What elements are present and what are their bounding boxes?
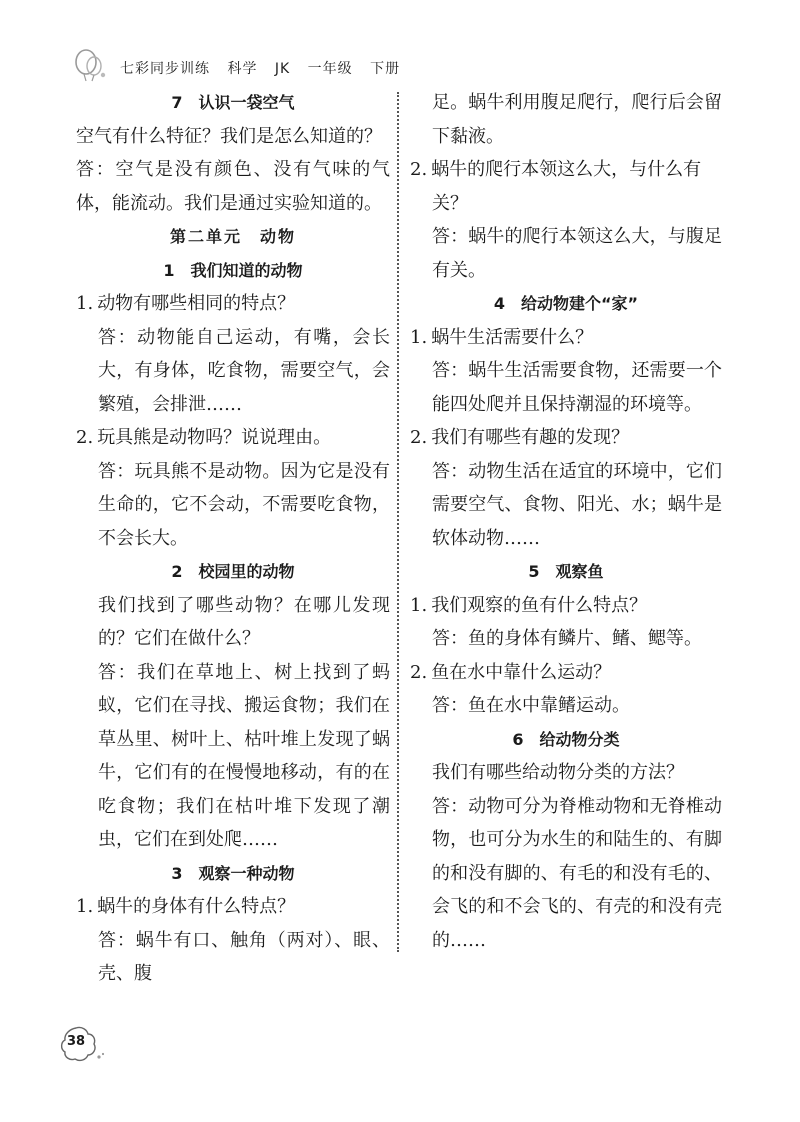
unit-title: 第二单元 动物	[169, 227, 296, 246]
section-title-3: 3 观察一种动物	[171, 863, 295, 883]
question-number: 1.	[410, 326, 428, 348]
question-text: 蜗牛的身体有什么特点？	[97, 896, 296, 917]
answer-start: 答：蜗牛有口、触角（两对）、眼、壳、腹	[98, 929, 390, 984]
question-text: 动物有哪些相同的特点？	[97, 293, 296, 314]
question-text: 我们观察的鱼有什么特点？	[431, 594, 648, 616]
section-title-6: 6 给动物分类	[512, 729, 620, 749]
section-title-2: 2 校园里的动物	[171, 562, 295, 581]
answer: 答：空气是没有颜色、没有气味的气体，能流动。我们是通过实验知道的。	[76, 159, 390, 214]
question-text: 我们有哪些有趣的发现？	[431, 427, 630, 448]
section-title-5: 5 观察鱼	[528, 562, 604, 581]
answer: 答：蜗牛生活需要食物，还需要一个能四处爬并且保持潮湿的环境等。	[432, 360, 722, 415]
question-text: 蜗牛生活需要什么？	[431, 326, 594, 348]
question-text: 蜗牛的爬行本领这么大，与什么有关？	[431, 159, 702, 214]
question-number: 2.	[410, 427, 428, 448]
question-number: 2.	[410, 661, 428, 683]
answer: 答：蜗牛的爬行本领这么大，与腹足有关。	[432, 226, 722, 281]
answer: 答：鱼的身体有鳞片、鳍、鳃等。	[432, 628, 702, 649]
question	[76, 890, 390, 924]
question-number: 2.	[76, 427, 94, 448]
balloon-logo-icon	[70, 48, 110, 82]
question-number: 1.	[76, 293, 94, 314]
page-number: 38	[66, 1034, 86, 1049]
question-text: 鱼在水中靠什么运动？	[431, 661, 612, 683]
volume: 下册	[370, 61, 401, 77]
question-number: 1.	[410, 594, 428, 616]
series-name: 七彩同步训练	[120, 61, 210, 77]
question	[410, 656, 722, 690]
answer: 答：动物能自己运动，有嘴，会长大，有身体，吃食物，需要空气，会繁殖，会排泄……	[98, 326, 390, 415]
question	[410, 589, 722, 623]
question-number: 2.	[410, 159, 428, 180]
question-number: 1.	[76, 896, 94, 917]
right-column	[410, 86, 722, 957]
answer: 答：动物生活在适宜的环境中，它们需要空气、食物、阳光、水；蜗牛是软体动物……	[432, 460, 722, 549]
question-text: 玩具熊是动物吗？说说理由。	[97, 427, 332, 448]
question: 我们有哪些给动物分类的方法？	[432, 762, 684, 783]
question: 我们找到了哪些动物？在哪儿发现的？它们在做什么？	[98, 594, 390, 649]
edition: JK	[274, 61, 291, 77]
header-title	[120, 58, 412, 78]
grade: 一年级	[307, 61, 353, 77]
left-column	[76, 86, 390, 991]
section-title-7: 7 认识一袋空气	[171, 93, 295, 112]
section-title-1: 1 我们知道的动物	[163, 260, 303, 280]
column-divider	[397, 92, 399, 952]
question	[76, 287, 390, 321]
question: 空气有什么特征？我们是怎么知道的？	[76, 125, 382, 147]
question	[410, 421, 722, 455]
answer-continued: 足。蜗牛利用腹足爬行，爬行后会留下黏液。	[432, 92, 722, 147]
question	[76, 421, 390, 455]
page-header	[70, 48, 730, 84]
question	[410, 321, 722, 355]
answer: 答：动物可分为脊椎动物和无脊椎动物，也可分为水生的和陆生的、有脚的和没有脚的、有毛的和没有毛的、会飞的和不会飞的、有壳的和没有壳的……	[432, 795, 722, 951]
section-title-4: 4 给动物建个“家”	[493, 294, 639, 313]
answer: 答：玩具熊不是动物。因为它是没有生命的，它不会动，不需要吃食物，不会长大。	[98, 460, 390, 549]
subject: 科学	[227, 61, 258, 77]
answer: 答：鱼在水中靠鳍运动。	[432, 695, 630, 716]
question	[410, 153, 722, 220]
answer: 答：我们在草地上、树上找到了蚂蚁，它们在寻找、搬运食物；我们在草丛里、树叶上、枯叶堆上发现了蜗牛，它们有的在慢慢地移动，有的在吃食物；我们在枯叶堆下发现了潮虫，它们在到处爬……	[98, 661, 390, 850]
